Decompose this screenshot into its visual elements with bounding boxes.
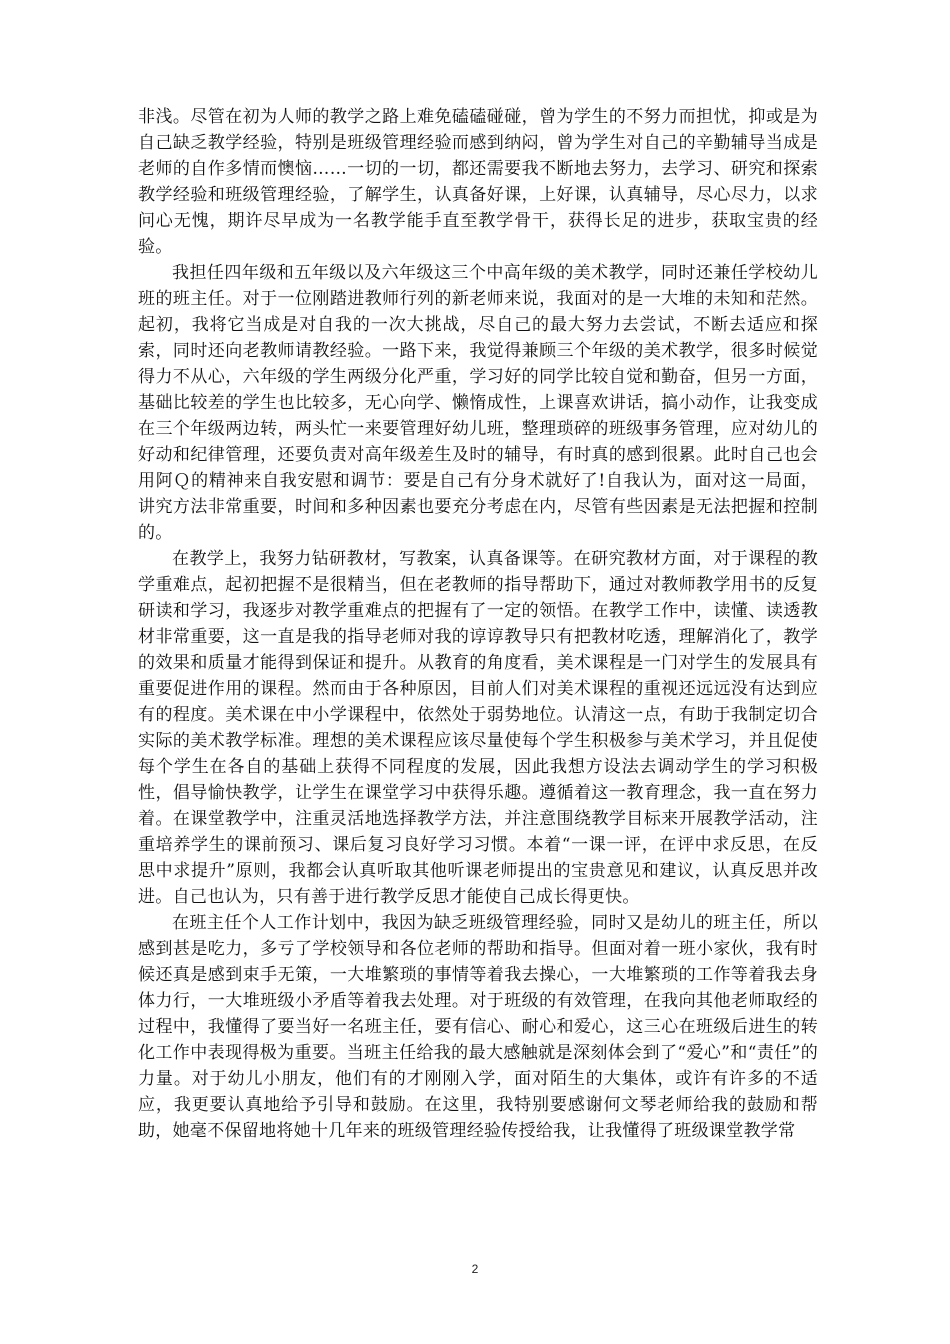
- page-number: 2: [471, 1262, 479, 1276]
- paragraph-teaching-assignment: 我担任四年级和五年级以及六年级这三个中高年级的美术教学，同时还兼任学校幼儿班的班主任。对于一位刚踏进教师行列的新老师来说，我面对的是一大堆的未知和茫然。起初，我将它当成是对自我的一次大挑战，尽自己的最大努力去尝试，不断去适应和探索，同时还向老教师请教经验。一路下来，我觉得兼顾三个年级的美术教学，很多时候觉得力不从心，六年级的学生两级分化严重，学习好的同学比较自觉和勤奋，但另一方面，基础比较差的学生也比较多，无心向学、懒惰成性，上课喜欢讲话，搞小动作，让我变成在三个年级两边转，两头忙一来要管理好幼儿班，整理琐碎的班级事务管理，应对幼儿的好动和纪律管理，还要负责对高年级差生及时的辅导，有时真的感到很累。此时自己也会用阿Ｑ的精神来自我安慰和调节：要是自己有分身术就好了!自我认为，面对这一局面，讲究方法非常重要，时间和多种因素也要充分考虑在内，尽管有些因素是无法把握和控制的。: [138, 263, 818, 543]
- paragraph-continuation: 非浅。尽管在初为人师的教学之路上难免磕磕碰碰，曾为学生的不努力而担忧，抑或是为自己缺乏教学经验，特别是班级管理经验而感到纳闷，曾为学生对自己的辛勤辅导当成是老师的自作多情而懊恼……一切的一切，都还需要我不断地去努力，去学习、研究和探索教学经验和班级管理经验，了解学生，认真备好课，上好课，认真辅导，尽心尽力，以求问心无愧，期许尽早成为一名教学能手直至教学骨干，获得长足的进步，获取宝贵的经验。: [138, 107, 818, 257]
- paragraph-teaching-practice: 在教学上，我努力钻研教材，写教案，认真备课等。在研究教材方面，对于课程的教学重难点，起初把握不是很精当，但在老教师的指导帮助下，通过对教师教学用书的反复研读和学习，我逐步对教学重难点的把握有了一定的领悟。在教学工作中，读懂、读透教材非常重要，这一直是我的指导老师对我的谆谆教导只有把教材吃透，理解消化了，教学的效果和质量才能得到保证和提升。从教育的角度看，美术课程是一门对学生的发展具有重要促进作用的课程。然而由于各种原因，目前人们对美术课程的重视还远远没有达到应有的程度。美术课在中小学课程中，依然处于弱势地位。认清这一点，有助于我制定切合实际的美术教学标准。理想的美术课程应该尽量使每个学生积极参与美术学习，并且促使每个学生在各自的基础上获得不同程度的发展，因此我想方设法去调动学生的学习积极性，倡导愉快教学，让学生在课堂学习中获得乐趣。遵循着这一教育理念，我一直在努力着。在课堂教学中，注重灵活地选择教学方法，并注意围绕教学目标来开展教学活动，注重培养学生的课前预习、课后复习良好学习习惯。本着“一课一评，在评中求反思，在反思中求提升”原则，我都会认真听取其他听课老师提出的宝贵意见和建议，认真反思并改进。自己也认为，只有善于进行教学反思才能使自己成长得更快。: [138, 549, 818, 907]
- document-body: [138, 104, 818, 1144]
- paragraph-class-management: 在班主任个人工作计划中，我因为缺乏班级管理经验，同时又是幼儿的班主任，所以感到甚是吃力，多亏了学校领导和各位老师的帮助和指导。但面对着一班小家伙，我有时候还真是感到束手无策，一大堆繁琐的事情等着我去操心，一大堆繁琐的工作等着我去身体力行，一大堆班级小矛盾等着我去处理。对于班级的有效管理，在我向其他老师取经的过程中，我懂得了要当好一名班主任，要有信心、耐心和爱心，这三心在班级后进生的转化工作中表现得极为重要。当班主任给我的最大感触就是深刻体会到了“爱心”和“责任”的力量。对于幼儿小朋友，他们有的才刚刚入学，面对陌生的大集体，或许有许多的不适应，我更要认真地给予引导和鼓励。在这里，我特别要感谢何文琴老师给我的鼓励和帮助，她毫不保留地将她十几年来的班级管理经验传授给我，让我懂得了班级课堂教学常: [138, 913, 818, 1141]
